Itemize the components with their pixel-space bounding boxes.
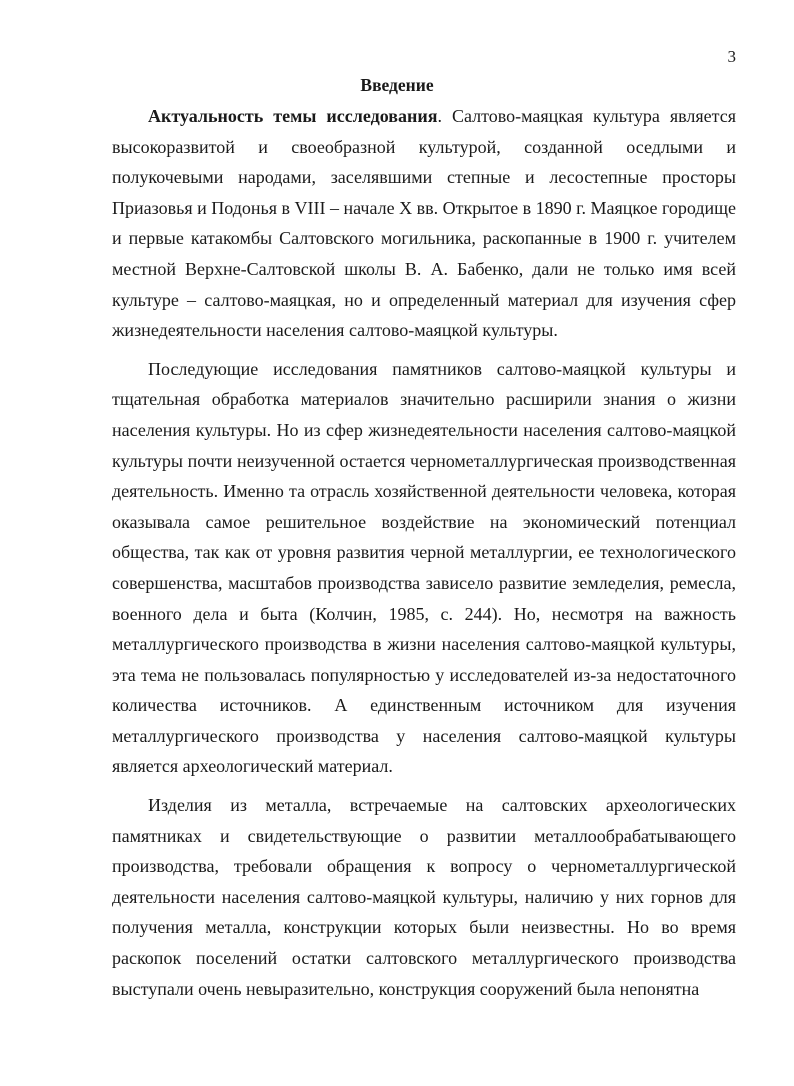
paragraph-relevance	[112, 101, 736, 346]
paragraph-text: Последующие исследования памятников салтово-маяцкой культуры и тщательная обработка материалов значительно расширили знания о жизни населения культуры. Но из сфер жизнедеятельности населения салтово-маяцкой культуры почти неизученной остается чернометаллургическая производственная деятельность. Именно та отрасль хозяйственной деятельности человека, которая оказывала самое решительное воздействие на экономический потенциал общества, так как от уровня развития черной металлургии, ее технологического совершенства, масштабов производства зависело развитие земледелия, ремесла, военного дела и быта (Колчин, 1985, с. 244). Но, несмотря на важность металлургического производства в жизни населения салтово-маяцкой культуры, эта тема не пользовалась популярностью у исследователей из-за недостаточного количества источников. А единственным источником для изучения металлургического производства у населения салтово-маяцкой культуры является археологический материал.	[112, 358, 736, 777]
paragraph-lead: Актуальность темы исследования	[148, 106, 438, 126]
body-text	[112, 101, 736, 1004]
paragraph-metal-products	[112, 790, 736, 1004]
page-title: Введение	[360, 75, 434, 95]
paragraph-text: . Салтово-маяцкая культура является высокоразвитой и своеобразной культурой, созданной оседлыми и полукочевыми народами, заселявшими степные и лесостепные просторы Приазовья и Подонья в VIII – начале X вв. Открытое в 1890 г. Маяцкое городище и первые катакомбы Салтовского могильника, раскопанные в 1900 г. учителем местной Верхне-Салтовской школы В. А. Бабенко, дали не только имя всей культуре – салтово-маяцкая, но и определенный материал для изучения сфер жизнедеятельности населения салтово-маяцкой культуры.	[112, 106, 737, 341]
paragraph-research	[112, 354, 736, 782]
paragraph-text: Изделия из металла, встречаемые на салтовских археологических памятниках и свидетельствующие о развитии металлообрабатывающего производства, требовали обращения к вопросу о чернометаллургической деятельности населения салтово-маяцкой культуры, наличию у них горнов для получения металла, конструкции которых были неизвестны. Но во время раскопок поселений остатки салтовского металлургического производства выступали очень невыразительно, конструкция сооружений была непонятна	[112, 795, 736, 999]
page-number: 3	[727, 47, 736, 66]
